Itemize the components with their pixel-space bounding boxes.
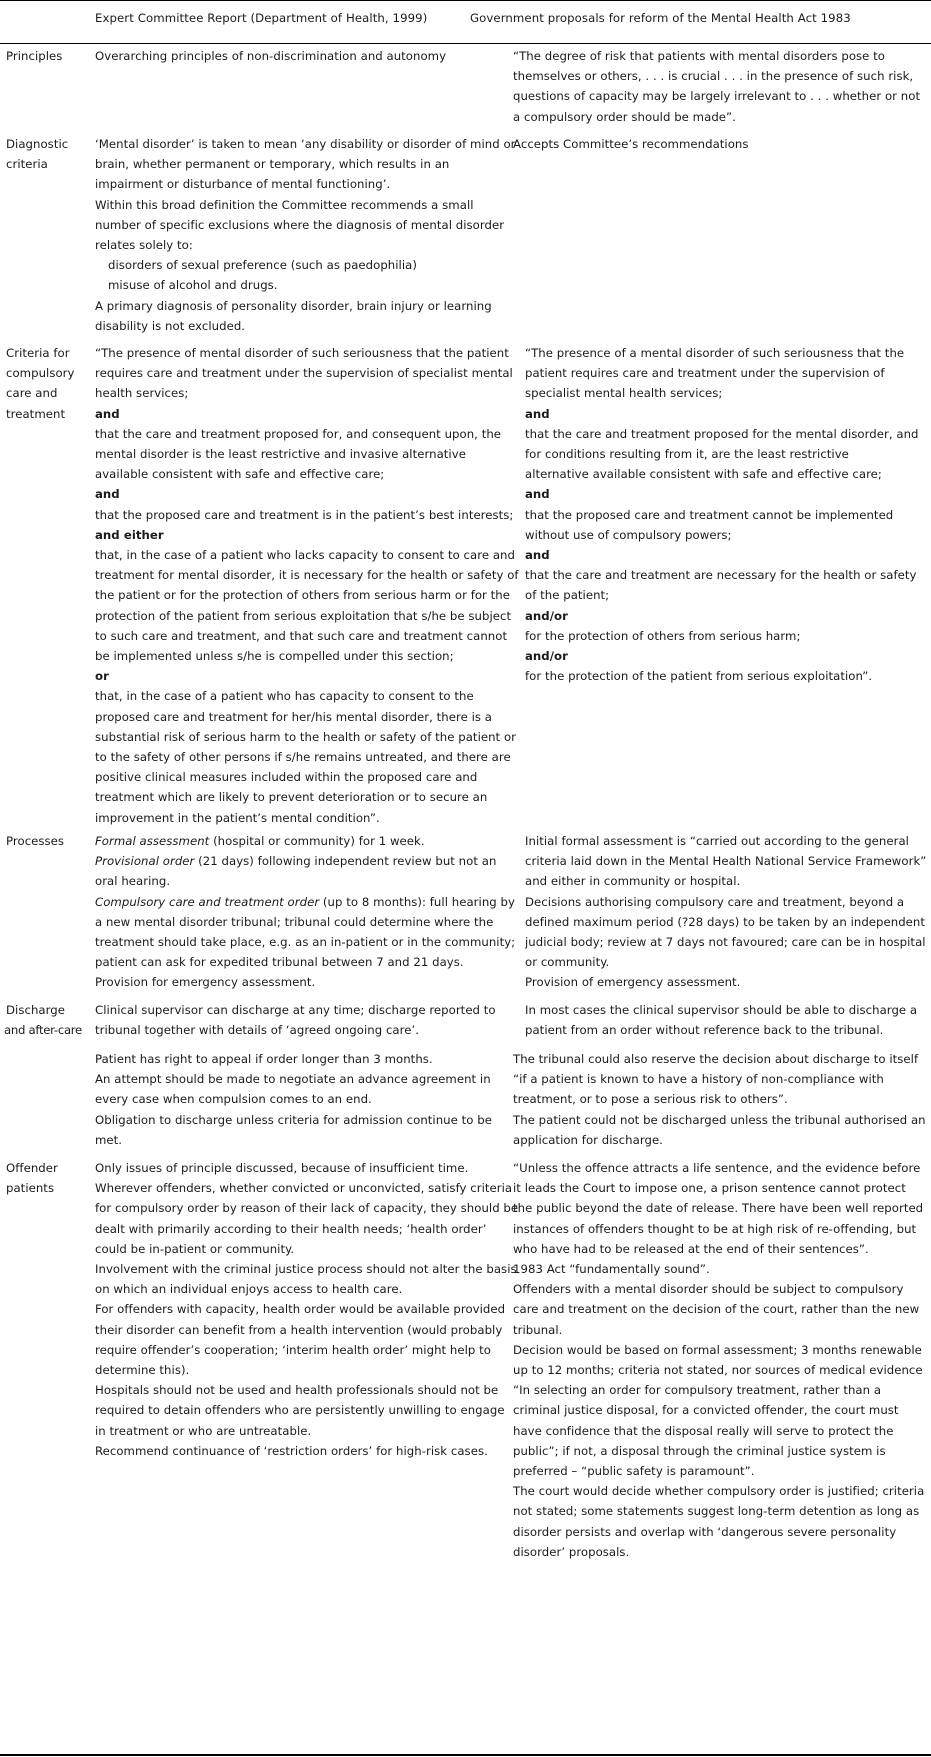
processes-government-item: Initial formal assessment is “carried out according to the general criteria laid down in the Mental Health National Service Framework” and either in community or hospital. <box>525 834 927 889</box>
discharge-government-item: The patient could not be discharged unless the tribunal authorised an application for discharge. <box>513 1112 926 1147</box>
processes-expert <box>95 831 519 993</box>
criteria-connector: and <box>95 487 120 502</box>
criteria-expert-clause: that the care and treatment proposed for, and consequent upon, the mental disorder is the least restrictive and invasive alternative available consistent with safe and effective care; <box>95 426 502 482</box>
diagnostic-exclusion-item: misuse of alcohol and drugs. <box>108 278 278 293</box>
criteria-government-clause: “The presence of a mental disorder of such seriousness that the patient requires care and treatment under the supervision of specialist mental health services; <box>525 346 905 401</box>
row-label-diagnostic: Diagnostic criteria <box>6 137 69 172</box>
criteria-expert-clause: that, in the case of a patient who lacks capacity to consent to care and treatment for mental disorder, it is necessary for the health or safety of the patient or for the protection of others from serious harm or for the protection of the patient from serious exploitation that s/he be subject to such care and treatment, and that such care and treatment cannot be implemented unless s/he is compelled under this section; <box>95 548 519 664</box>
processes-government-item: Provision of emergency assessment. <box>525 975 741 990</box>
principles-expert <box>95 46 519 66</box>
processes-government-item: Decisions authorising compulsory care and treatment, beyond a defined maximum period (?28 days) to be taken by an independent judicial body; review at 7 days not favoured; care can be in hospital or community. <box>525 894 926 970</box>
criteria-government-clause: for the protection of the patient from serious exploitation”. <box>525 669 873 684</box>
criteria-government-clause: alternative available consistent with safe and effective care; <box>525 467 882 482</box>
processes-expert-item <box>95 892 519 973</box>
offender-expert-item: Only issues of principle discussed, because of insufficient time. <box>95 1161 469 1175</box>
row-label-discharge <box>6 1000 92 1040</box>
criteria-connector: and <box>525 487 550 502</box>
diagnostic-not-excluded: A primary diagnosis of personality disorder, brain injury or learning disability is not excluded. <box>95 298 492 333</box>
criteria-expert-clause: that the proposed care and treatment is in the patient’s best interests; <box>95 507 514 522</box>
criteria-connector: and either <box>95 527 164 542</box>
offender-expert-item: Involvement with the criminal justice process should not alter the basis on which an individual enjoys access to health care. <box>95 1262 517 1297</box>
offender-government-item: Offenders with a mental disorder should be subject to compulsory care and treatment on the decision of the court, rather than the new tribunal. <box>513 1282 920 1337</box>
processes-expert-item <box>95 851 519 891</box>
processes-detail: (hospital or community) for 1 week. <box>209 834 425 848</box>
offender-government-item: “Unless the offence attracts a life sentence, and the evidence before it leads the Court to impose one, a prison sentence cannot protect the public beyond the date of release. There have been well reported instances of offenders thought to be at high risk of re-offending, but who have had to be released at the end of their sentences”. <box>513 1161 924 1256</box>
processes-detail: (21 days) following independent review but not an oral hearing. <box>95 854 497 889</box>
criteria-connector: and <box>525 406 550 421</box>
diagnostic-government <box>513 134 928 154</box>
processes-term: Formal assessment <box>95 834 210 848</box>
criteria-connector: and <box>95 406 120 421</box>
processes-expert-item <box>95 972 519 992</box>
processes-term: Compulsory care and treatment order <box>95 894 320 909</box>
offender-expert-item: Recommend continuance of ‘restriction orders’ for high-risk cases. <box>95 1443 488 1458</box>
discharge-label-line: Discharge <box>6 1003 65 1017</box>
offender-expert-item: Wherever offenders, whether convicted or unconvicted, satisfy criteria for compulsory order by reason of their lack of capacity, they should be dealt with primarily according to their health needs; ‘health order’ could be in-patient or community. <box>95 1181 519 1256</box>
offender-government-item: “In selecting an order for compulsory treatment, rather than a criminal justice disposal, for a convicted offender, the court must have confidence that the disposal really will serve to protect the public”; if not, a disposal through the criminal justice system is preferred – “public safety is paramount”. <box>513 1383 899 1479</box>
criteria-government-clause: that the care and treatment are necessary for the health or safety of the patient; <box>525 568 917 603</box>
discharge-government-item: The tribunal could also reserve the decision about discharge to itself “if a patient is known to have a history of non-compliance with treatment, or to pose a serious risk to others”. <box>513 1052 919 1107</box>
discharge-expert-secondary <box>95 1049 519 1150</box>
discharge-government-text: In most cases the clinical supervisor should be able to discharge a patient from an order without reference back to the tribunal. <box>525 1003 918 1038</box>
discharge-expert-text: Clinical supervisor can discharge at any time; discharge reported to tribunal together with details of ‘agreed ongoing care’. <box>95 1003 496 1038</box>
offender-expert-item: Hospitals should not be used and health professionals should not be required to detain offenders who are persistently unwilling to engage in treatment or who are untreatable. <box>95 1383 505 1438</box>
offender-government <box>513 1158 928 1562</box>
criteria-government-clause: that the care and treatment proposed for the mental disorder, and for conditions resulting from it, are the least restrictive <box>525 426 919 462</box>
processes-expert-item <box>95 831 519 851</box>
header-government-proposals: Government proposals for reform of the Mental Health Act 1983 <box>470 11 851 25</box>
criteria-connector: and/or <box>525 608 568 623</box>
criteria-government-clause: that the proposed care and treatment cannot be implemented without use of compulsory powers; <box>525 507 894 542</box>
processes-detail: Provision for emergency assessment. <box>95 975 316 990</box>
diagnostic-exclusions-intro: Within this broad definition the Committee recommends a small number of specific exclusions where the diagnosis of mental disorder relates solely to: <box>95 197 505 253</box>
offender-government-item: The court would decide whether compulsory order is justified; criteria not stated; some statements suggest long-term detention as long as disorder persists and overlap with ‘dangerous severe personality disorder’ proposals. <box>513 1484 925 1559</box>
criteria-connector: or <box>95 669 109 684</box>
criteria-expert-clause: that, in the case of a patient who has capacity to consent to the proposed care and treatment for her/his mental disorder, there is a substantial risk of serious harm to the health or safety of the patient or to the safety of other persons if s/he remains untreated, and there are positive clinical measures included within the proposed care and treatment which are likely to prevent deterioration or to secure an improvement in the patient’s mental condition”. <box>95 689 517 825</box>
discharge-government-primary <box>525 1000 928 1040</box>
discharge-expert-item: An attempt should be made to negotiate an advance agreement in every case when compulsion comes to an end. <box>95 1072 491 1107</box>
offender-expert <box>95 1158 519 1461</box>
discharge-government-secondary <box>513 1049 928 1150</box>
diagnostic-expert <box>95 134 519 336</box>
discharge-expert-item: Patient has right to appeal if order longer than 3 months. <box>95 1052 433 1066</box>
header-rule <box>0 43 931 44</box>
principles-government <box>513 46 928 127</box>
offender-government-item: Decision would be based on formal assessment; 3 months renewable up to 12 months; criteria not stated, nor sources of medical evidence <box>513 1342 923 1378</box>
processes-term: Provisional order <box>95 854 195 869</box>
criteria-government-clause: for the protection of others from serious harm; <box>525 628 801 643</box>
header-expert-committee: Expert Committee Report (Department of Health, 1999) <box>95 11 428 25</box>
top-rule <box>0 0 931 1</box>
criteria-expert-clause: “The presence of mental disorder of such seriousness that the patient requires care and treatment under the supervision of specialist mental health services; <box>95 346 513 401</box>
processes-government <box>525 831 928 993</box>
criteria-connector: and/or <box>525 649 568 664</box>
offender-expert-item: For offenders with capacity, health order would be available provided their disorder can benefit from a health intervention (would probably require offender’s cooperation; ‘interim health order’ might help to determine this). <box>95 1302 506 1378</box>
diagnostic-government-text: Accepts Committee’s recommendations <box>513 137 749 151</box>
diagnostic-exclusion-item: disorders of sexual preference (such as paedophilia) <box>108 258 417 273</box>
row-label-criteria: Criteria for compulsory care and treatment <box>6 346 75 421</box>
criteria-government <box>525 343 928 686</box>
processes-detail: (up to 8 months): full hearing by a new mental disorder tribunal; tribunal could determine where the treatment should take place, e.g. as an in-patient or in the community; patient can ask for expedited tribunal between 7 and 21 days. <box>95 894 516 970</box>
bottom-rule <box>0 1754 931 1756</box>
criteria-expert <box>95 343 519 828</box>
discharge-label-line: and after-care <box>4 1023 82 1038</box>
row-label-principles: Principles <box>6 49 63 63</box>
discharge-expert-item: Obligation to discharge unless criteria for admission continue to be met. <box>95 1112 492 1147</box>
diagnostic-definition: ‘Mental disorder’ is taken to mean ‘any disability or disorder of mind or brain, whether permanent or temporary, which results in an impairment or disturbance of mental functioning’. <box>95 137 516 192</box>
row-label-offender: Offender patients <box>6 1161 58 1196</box>
principles-expert-text: Overarching principles of non-discrimination and autonomy <box>95 49 447 63</box>
criteria-connector: and <box>525 548 550 563</box>
row-label-processes: Processes <box>6 834 65 848</box>
principles-government-text: “The degree of risk that patients with mental disorders pose to themselves or others, . . . is crucial . . . in the presence of such risk, questions of capacity may be largely irrelevant to . . . whether or not a compulsory order should be made”. <box>513 49 921 124</box>
discharge-expert-primary <box>95 1000 519 1040</box>
offender-government-item: 1983 Act “fundamentally sound”. <box>513 1262 710 1277</box>
